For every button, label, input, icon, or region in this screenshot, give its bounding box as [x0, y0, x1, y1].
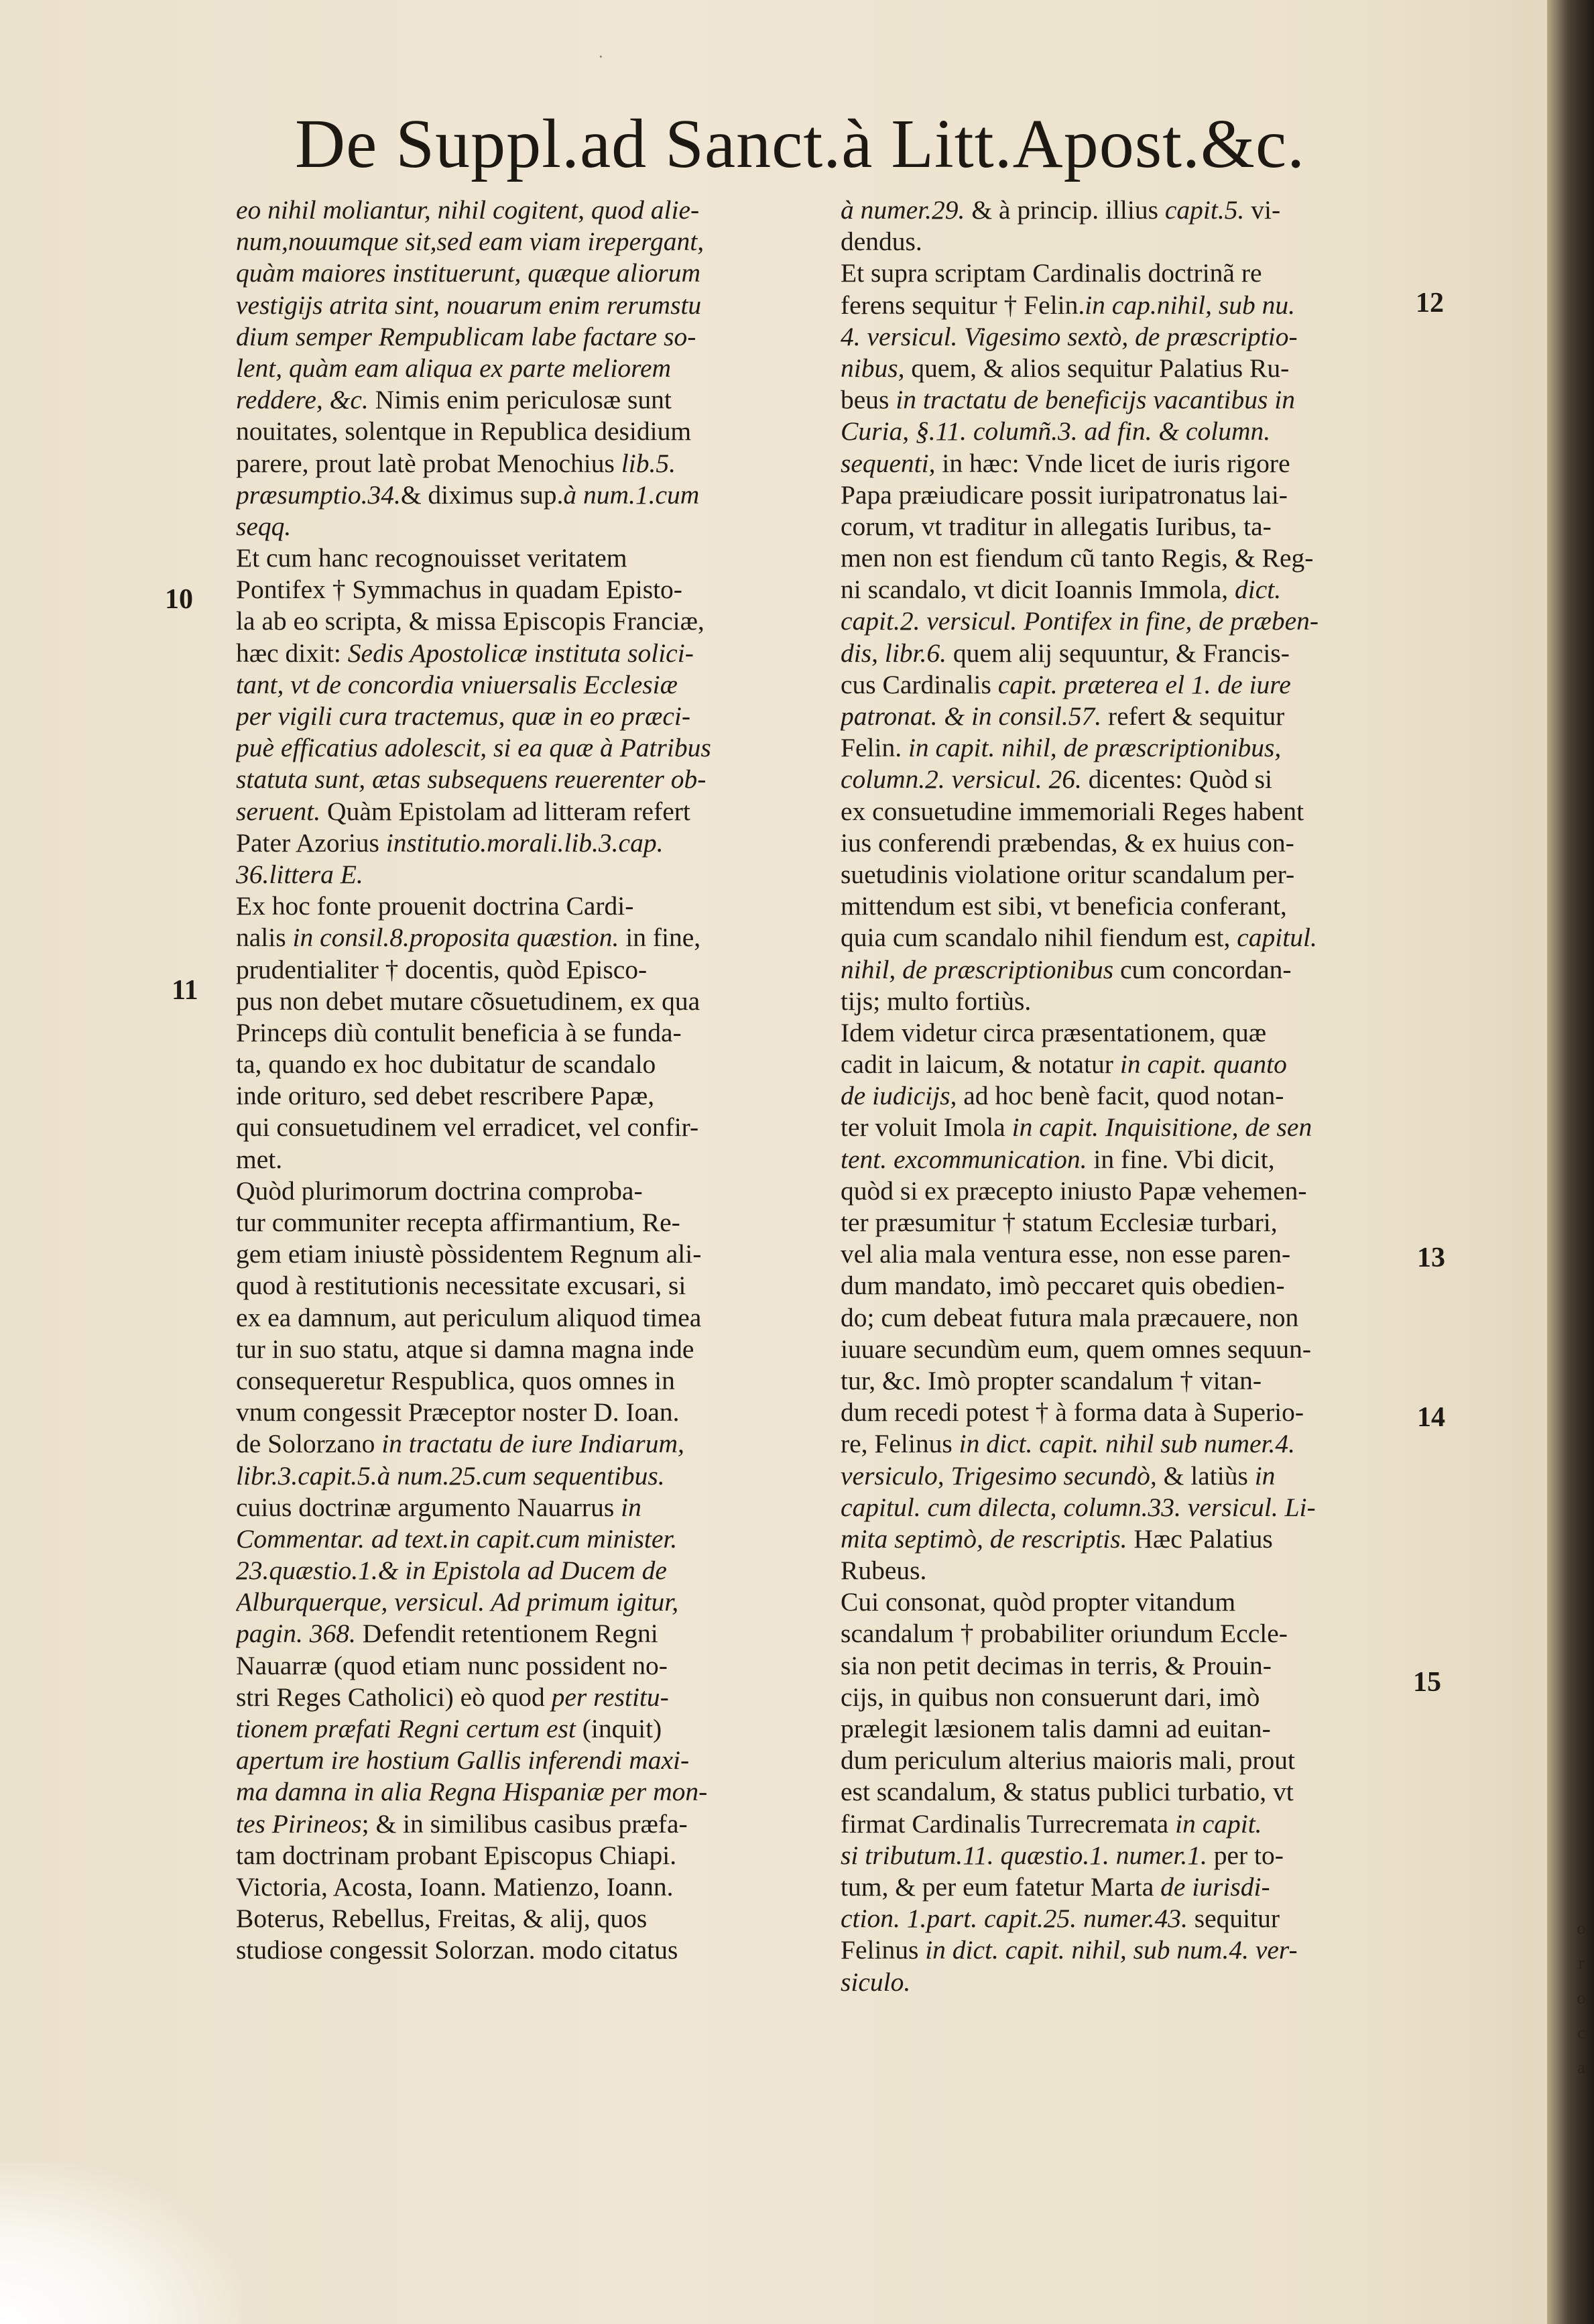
- body-text: studiose congessit Solorzan. modo citatus: [236, 1935, 678, 1965]
- text-line: [841, 1903, 1412, 1934]
- body-text: stri Reges Catholici) eò quod: [236, 1682, 552, 1712]
- text-line: [236, 1428, 802, 1460]
- citation-text: dis, libr.6.: [841, 638, 947, 668]
- body-text: re, Felinus: [841, 1429, 959, 1459]
- citation-text: in capit. nihil, de præscriptionibus,: [908, 733, 1282, 763]
- citation-text: sequenti,: [841, 448, 936, 478]
- text-line: [841, 194, 1412, 226]
- body-text: dum periculum alterius maioris mali, prout: [841, 1745, 1295, 1776]
- citation-text: præsumptio.34.: [236, 479, 401, 510]
- text-line: [236, 1270, 802, 1301]
- body-text: per to-: [1207, 1840, 1284, 1870]
- body-text: dum recedi potest † à forma data à Superio-: [841, 1397, 1304, 1428]
- citation-text: mita septimò, de rescriptis.: [841, 1523, 1127, 1554]
- text-line: [236, 194, 802, 226]
- body-text: ex ea damnum, aut periculum aliquod timea: [236, 1302, 702, 1332]
- text-line: [841, 986, 1412, 1017]
- text-line: [236, 1840, 802, 1871]
- text-line: [841, 796, 1412, 827]
- body-text: quòd si ex præcepto iniusto Papæ vehemen-: [841, 1175, 1307, 1206]
- body-text: prudentialiter † docentis, quòd Episco-: [236, 954, 648, 984]
- edge-letter: a: [1577, 2058, 1585, 2077]
- text-line: [841, 1144, 1412, 1175]
- text-line: [236, 1017, 802, 1049]
- body-text: cuius doctrinæ argumento Nauarrus: [236, 1492, 621, 1522]
- body-text: Felinus: [841, 1935, 926, 1965]
- body-text: vnum congessit Præceptor noster D. Ioan.: [236, 1397, 680, 1428]
- text-line: [236, 479, 802, 511]
- body-text: parere, prout latè probat Menochius: [236, 448, 621, 478]
- text-line: [236, 1238, 802, 1270]
- citation-text: libr.3.capit.5.à num.25.cum sequentibus.: [236, 1460, 665, 1491]
- text-line: [236, 416, 802, 447]
- right-column: [841, 194, 1412, 1998]
- body-text: cum concordan-: [1113, 954, 1292, 984]
- citation-text: in: [1254, 1460, 1276, 1491]
- citation-text: Alburquerque, versicul. Ad primum igitur,: [236, 1587, 679, 1617]
- body-text: ter voluit Imola: [841, 1112, 1012, 1143]
- text-line: [841, 1397, 1412, 1428]
- text-line: [841, 384, 1412, 416]
- text-line: [236, 1365, 802, 1397]
- text-line: [236, 1492, 802, 1523]
- margin-number: 13: [1417, 1242, 1445, 1273]
- text-line: [841, 605, 1412, 637]
- body-text: in hæc: Vnde licet de iuris rigore: [935, 448, 1290, 478]
- paper-stain: [0, 2163, 241, 2324]
- body-text: (inquit): [575, 1714, 662, 1743]
- body-text: in fine. Vbi dicit,: [1087, 1144, 1275, 1174]
- citation-text: eo nihil moliantur, nihil cogitent, quod alie-: [236, 195, 700, 225]
- body-text: men non est fiendum cũ tanto Regis, & Reg-: [841, 543, 1314, 573]
- text-line: [841, 732, 1412, 764]
- text-line: [236, 1618, 802, 1649]
- citation-text: tent. excommunication.: [841, 1144, 1087, 1174]
- citation-text: patronat. & in consil.57.: [841, 701, 1102, 731]
- body-text: qui consuetudinem vel erradicet, vel confir-: [236, 1112, 699, 1143]
- text-line: [236, 1586, 802, 1618]
- text-line: [841, 1238, 1412, 1270]
- citation-text: lib.5.: [621, 448, 676, 478]
- body-text: Quòd plurimorum doctrina comproba-: [236, 1175, 643, 1206]
- margin-number: 15: [1413, 1667, 1441, 1698]
- body-text: ; & in similibus casibus præfa-: [361, 1808, 688, 1839]
- text-line: [841, 922, 1412, 953]
- citation-text: quàm maiores instituerunt, quæque aliorum: [236, 258, 701, 288]
- body-text: quem, & alios sequitur Palatius Ru-: [904, 353, 1290, 383]
- body-text: scandalum † probabiliter oriundum Eccle-: [841, 1619, 1288, 1649]
- body-text: quia cum scandalo nihil fiendum est,: [841, 923, 1237, 953]
- text-line: [236, 859, 802, 890]
- text-line: [841, 638, 1412, 669]
- text-line: [841, 1428, 1412, 1460]
- text-line: [841, 511, 1412, 542]
- text-line: [236, 764, 802, 795]
- citation-text: reddere, &c.: [236, 385, 369, 415]
- citation-text: ction. 1.part. capit.25. numer.43.: [841, 1904, 1188, 1934]
- body-text: & latiùs: [1156, 1460, 1255, 1491]
- body-text: quod à restitutionis necessitate excusari, si: [236, 1271, 686, 1301]
- text-line: [236, 1650, 802, 1682]
- body-text: dicentes: Quòd si: [1081, 764, 1272, 795]
- body-text: vel alia mala ventura esse, non esse paren-: [841, 1239, 1291, 1269]
- body-text: nalis: [236, 923, 293, 953]
- text-line: [841, 257, 1412, 289]
- text-line: [841, 1776, 1412, 1808]
- left-column: [236, 194, 802, 1967]
- citation-text: in capit. quanto: [1119, 1049, 1287, 1080]
- text-line: [841, 1555, 1412, 1586]
- text-line: [236, 890, 802, 922]
- body-text: hæc dixit:: [236, 638, 348, 668]
- citation-text: capitul.: [1237, 923, 1317, 953]
- text-line: [841, 1365, 1412, 1397]
- body-text: cus Cardinalis: [841, 669, 998, 699]
- body-text: tur, &c. Imò propter scandalum † vitan-: [841, 1365, 1262, 1395]
- text-line: [841, 290, 1412, 321]
- text-line: [841, 1460, 1412, 1492]
- body-text: consequeretur Respublica, quos omnes in: [236, 1365, 675, 1395]
- citation-text: per restitu-: [551, 1682, 669, 1712]
- text-line: [236, 1903, 802, 1934]
- text-line: [236, 732, 802, 764]
- text-line: [236, 1207, 802, 1238]
- citation-text: nibus,: [841, 353, 905, 383]
- body-text: & diximus sup.: [400, 479, 564, 510]
- body-text: Victoria, Acosta, Ioann. Matienzo, Ioann.: [236, 1871, 674, 1902]
- body-text: corum, vt traditur in allegatis Iuribus, ta-: [841, 511, 1272, 541]
- body-text: Quàm Epistolam ad litteram refert: [320, 796, 690, 826]
- citation-text: in dict. capit. nihil sub numer.4.: [959, 1429, 1296, 1459]
- text-line: [841, 1112, 1412, 1143]
- citation-text: versiculo, Trigesimo secundò,: [841, 1460, 1157, 1491]
- text-line: [236, 1871, 802, 1903]
- body-text: mittendum est sibi, vt beneficia conferant,: [841, 891, 1287, 921]
- body-text: refert & sequitur: [1101, 701, 1285, 731]
- text-line: [236, 226, 802, 257]
- body-text: Pontifex † Symmachus in quadam Episto-: [236, 575, 682, 605]
- text-line: [841, 353, 1412, 384]
- text-line: [841, 542, 1412, 574]
- margin-number: 14: [1417, 1402, 1445, 1433]
- text-line: [841, 1017, 1412, 1049]
- citation-text: Commentar. ad text.in capit.cum minister.: [236, 1523, 678, 1554]
- body-text: cijs, in quibus non consuerunt dari, imò: [841, 1682, 1260, 1712]
- body-text: Papa præiudicare possit iuripatronatus lai-: [841, 479, 1288, 510]
- text-line: [236, 638, 802, 669]
- text-line: [841, 1586, 1412, 1618]
- body-text: tijs; multo fortiùs.: [841, 986, 1032, 1016]
- body-text: & à princip. illius: [965, 195, 1165, 225]
- citation-text: 23.quæstio.1.& in Epistola ad Ducem de: [236, 1556, 667, 1586]
- text-line: [841, 1492, 1412, 1523]
- body-text: pus non debet mutare cõsuetudinem, ex qua: [236, 986, 700, 1016]
- citation-text: capit. præterea el 1. de iure: [997, 669, 1291, 699]
- body-text: dendus.: [841, 227, 922, 257]
- body-text: Et cum hanc recognouisset veritatem: [236, 543, 627, 573]
- page-header: De Suppl.ad Sanct.à Litt.Apost.&c.: [295, 105, 1306, 182]
- body-text: firmat Cardinalis Turrecremata: [841, 1808, 1176, 1839]
- text-line: [236, 1302, 802, 1334]
- body-text: Boterus, Rebellus, Freitas, & alij, quos: [236, 1904, 648, 1934]
- text-line: [236, 1745, 802, 1776]
- citation-text: capit.5.: [1164, 195, 1245, 225]
- body-text: prælegit læsionem talis damni ad euitan-: [841, 1714, 1271, 1743]
- text-line: [236, 922, 802, 953]
- body-text: Ex hoc fonte prouenit doctrina Cardi-: [236, 891, 634, 921]
- text-line: [841, 827, 1412, 859]
- citation-text: dium semper Rempublicam labe factare so-: [236, 321, 696, 351]
- text-line: [236, 669, 802, 701]
- citation-text: dict.: [1235, 575, 1282, 605]
- citation-text: in consil.8.proposita quæstion.: [292, 923, 619, 953]
- text-line: [236, 605, 802, 637]
- citation-text: institutio.morali.lib.3.cap.: [385, 827, 664, 858]
- body-text: gem etiam iniustè pòssidentem Regnum ali-: [236, 1239, 702, 1269]
- text-line: [841, 1745, 1412, 1776]
- text-line: [236, 1808, 802, 1840]
- edge-letter: c: [1577, 2023, 1585, 2042]
- body-text: Rubeus.: [841, 1556, 927, 1586]
- body-text: vi-: [1244, 195, 1281, 225]
- text-line: [236, 796, 802, 827]
- edge-letter: o: [1577, 1918, 1586, 1938]
- text-line: [841, 1840, 1412, 1871]
- citation-text: de iurisdi-: [1160, 1871, 1270, 1902]
- text-line: [236, 1523, 802, 1555]
- text-line: [236, 1934, 802, 1966]
- body-text: cadit in laicum, & notatur: [841, 1049, 1120, 1080]
- citation-text: 36.littera E.: [236, 859, 363, 889]
- text-line: [841, 954, 1412, 986]
- citation-text: à num.1.cum: [563, 479, 700, 510]
- text-line: [841, 321, 1412, 353]
- citation-text: tionem præfati Regni certum est: [236, 1714, 576, 1743]
- margin-number: 12: [1416, 288, 1444, 318]
- text-line: [236, 1080, 802, 1112]
- body-text: tum, & per eum fatetur Marta: [841, 1871, 1161, 1902]
- citation-text: ma damna in alia Regna Hispaniæ per mon-: [236, 1777, 708, 1807]
- body-text: tur in suo statu, atque si damna magna inde: [236, 1334, 694, 1364]
- text-line: [236, 827, 802, 859]
- body-text: Cui consonat, quòd propter vitandum: [841, 1587, 1236, 1617]
- citation-text: capitul. cum dilecta, column.33. versicul. Li-: [841, 1492, 1316, 1522]
- text-line: [236, 1334, 802, 1365]
- body-text: quem alij sequuntur, & Francis-: [946, 638, 1290, 668]
- text-line: [841, 1650, 1412, 1682]
- body-text: dum mandato, imò peccaret quis obedien-: [841, 1271, 1285, 1301]
- citation-text: pagin. 368.: [236, 1619, 356, 1649]
- body-text: inde orituro, sed debet rescribere Papæ,: [236, 1081, 655, 1111]
- margin-number: 10: [165, 584, 193, 615]
- text-line: [841, 226, 1412, 257]
- citation-text: si tributum.11. quæstio.1. numer.1.: [841, 1840, 1207, 1870]
- citation-text: in dict. capit. nihil, sub num.4. ver-: [925, 1935, 1298, 1965]
- body-text: sequitur: [1187, 1904, 1280, 1934]
- text-line: [841, 859, 1412, 890]
- text-line: [236, 384, 802, 416]
- text-line: [841, 764, 1412, 795]
- text-line: [841, 448, 1412, 479]
- text-line: [841, 1175, 1412, 1207]
- body-text: Defendit retentionem Regni: [355, 1619, 658, 1649]
- text-line: [236, 1460, 802, 1492]
- text-line: [236, 448, 802, 479]
- citation-text: Curia, §.11. columñ.3. ad fin. & column.: [841, 416, 1271, 447]
- body-text: Princeps diù contulit beneficia à se funda-: [236, 1017, 682, 1047]
- text-line: [841, 1871, 1412, 1903]
- text-line: [841, 1080, 1412, 1112]
- text-line: [236, 1049, 802, 1080]
- citation-text: tes Pirineos: [236, 1808, 362, 1839]
- body-text: la ab eo scripta, & missa Episcopis Franciæ,: [236, 606, 704, 636]
- citation-text: puè efficatius adolescit, si ea quæ à Patribus: [236, 733, 711, 763]
- text-line: [841, 701, 1412, 732]
- text-line: [236, 321, 802, 353]
- text-line: [236, 511, 802, 542]
- adjacent-page-letters: [1573, 1911, 1590, 2085]
- citation-text: seqq.: [236, 511, 292, 541]
- text-line: [841, 1808, 1412, 1840]
- body-text: tur communiter recepta affirmantium, Re-: [236, 1208, 680, 1237]
- body-text: ad hoc benè facit, quod notan-: [957, 1081, 1284, 1111]
- text-line: [236, 1144, 802, 1175]
- text-line: [236, 986, 802, 1017]
- body-text: nouitates, solentque in Republica desidium: [236, 416, 692, 447]
- body-text: ferens sequitur † Felin.: [841, 290, 1085, 320]
- citation-text: in capit. Inquisitione, de sen: [1011, 1112, 1312, 1143]
- body-text: sia non petit decimas in terris, & Prouin-: [841, 1650, 1272, 1680]
- citation-text: statuta sunt, ætas subsequens reuerenter ob-: [236, 764, 707, 795]
- body-text: ta, quando ex hoc dubitatur de scandalo: [236, 1049, 656, 1080]
- citation-text: num,nouumque sit,sed eam viam irepergant,: [236, 227, 704, 257]
- citation-text: à numer.29.: [841, 195, 965, 225]
- text-line: [841, 1207, 1412, 1238]
- body-text: tam doctrinam probant Episcopus Chiapi.: [236, 1840, 677, 1870]
- text-line: [236, 257, 802, 289]
- text-line: [841, 574, 1412, 605]
- edge-letter: r: [1578, 1953, 1585, 1973]
- body-text: Felin.: [841, 733, 908, 763]
- margin-number: 11: [172, 975, 198, 1006]
- text-line: [841, 1523, 1412, 1555]
- text-line: [236, 701, 802, 732]
- citation-text: apertum ire hostium Gallis inferendi maxi-: [236, 1745, 690, 1776]
- text-line: [841, 1334, 1412, 1365]
- text-line: [841, 1302, 1412, 1334]
- body-text: beus: [841, 385, 896, 415]
- text-line: [236, 1397, 802, 1428]
- citation-text: in tractatu de iure Indiarum,: [381, 1429, 684, 1459]
- text-line: [236, 1776, 802, 1808]
- text-line: [841, 1682, 1412, 1713]
- body-text: ni scandalo, vt dicit Ioannis Immola,: [841, 575, 1235, 605]
- text-line: [236, 542, 802, 574]
- body-text: ius conferendi præbendas, & ex huius con-: [841, 827, 1294, 858]
- body-text: Hæc Palatius: [1127, 1523, 1273, 1554]
- body-text: Nimis enim periculosæ sunt: [368, 385, 672, 415]
- body-text: Et supra scriptam Cardinalis doctrinã re: [841, 258, 1262, 288]
- body-text: Nauarræ (quod etiam nunc possident no-: [236, 1650, 668, 1680]
- citation-text: in: [621, 1492, 641, 1522]
- text-line: [236, 1682, 802, 1713]
- text-line: [236, 1112, 802, 1143]
- text-line: [841, 1049, 1412, 1080]
- citation-text: 4. versicul. Vigesimo sextò, de præscriptio-: [841, 321, 1298, 351]
- body-text: ter præsumitur † statum Ecclesiæ turbari,: [841, 1208, 1278, 1237]
- text-line: [236, 290, 802, 321]
- citation-text: Sedis Apostolicæ instituta solici-: [347, 638, 694, 668]
- citation-text: seruent.: [236, 796, 321, 826]
- body-text: Idem videtur circa præsentationem, quæ: [841, 1017, 1267, 1047]
- body-text: suetudinis violatione oritur scandalum per-: [841, 859, 1295, 889]
- text-line: [841, 1934, 1412, 1966]
- text-line: [841, 1618, 1412, 1649]
- text-line: [236, 1713, 802, 1745]
- citation-text: in tractatu de beneficijs vacantibus in: [896, 385, 1295, 415]
- citation-text: per vigili cura tractemus, quæ in eo præci-: [236, 701, 690, 731]
- citation-text: in cap.nihil, sub nu.: [1085, 290, 1296, 320]
- citation-text: vestigijs atrita sint, nouarum enim rerumstu: [236, 290, 702, 320]
- edge-letter: o: [1577, 1988, 1586, 2008]
- body-text: iuuare secundùm eum, quem omnes sequun-: [841, 1334, 1312, 1364]
- citation-text: de iudicijs,: [841, 1081, 957, 1111]
- citation-text: in capit.: [1175, 1808, 1262, 1839]
- citation-text: column.2. versicul. 26.: [841, 764, 1082, 795]
- text-line: [841, 1713, 1412, 1745]
- text-line: [841, 669, 1412, 701]
- body-text: met.: [236, 1144, 283, 1174]
- body-text: est scandalum, & status publici turbatio, vt: [841, 1777, 1294, 1807]
- citation-text: tant, vt de concordia vniuersalis Ecclesiæ: [236, 669, 678, 699]
- text-line: [236, 954, 802, 986]
- body-text: ex consuetudine immemoriali Reges habent: [841, 796, 1304, 826]
- text-line: [841, 1967, 1412, 1998]
- text-line: [841, 416, 1412, 447]
- body-text: in fine,: [619, 923, 701, 953]
- citation-text: capit.2. versicul. Pontifex in fine, de præben-: [841, 606, 1319, 636]
- body-text: do; cum debeat futura mala præcauere, non: [841, 1302, 1299, 1332]
- text-line: [236, 1555, 802, 1586]
- citation-text: siculo.: [841, 1967, 911, 1997]
- ink-mark: ·: [598, 47, 604, 66]
- citation-text: lent, quàm eam aliqua ex parte meliorem: [236, 353, 672, 383]
- text-line: [236, 353, 802, 384]
- text-line: [841, 479, 1412, 511]
- text-line: [841, 1270, 1412, 1301]
- text-line: [236, 1175, 802, 1207]
- text-line: [841, 890, 1412, 922]
- body-text: de Solorzano: [236, 1429, 382, 1459]
- text-line: [236, 574, 802, 605]
- body-text: Pater Azorius: [236, 827, 386, 858]
- citation-text: nihil, de præscriptionibus: [841, 954, 1114, 984]
